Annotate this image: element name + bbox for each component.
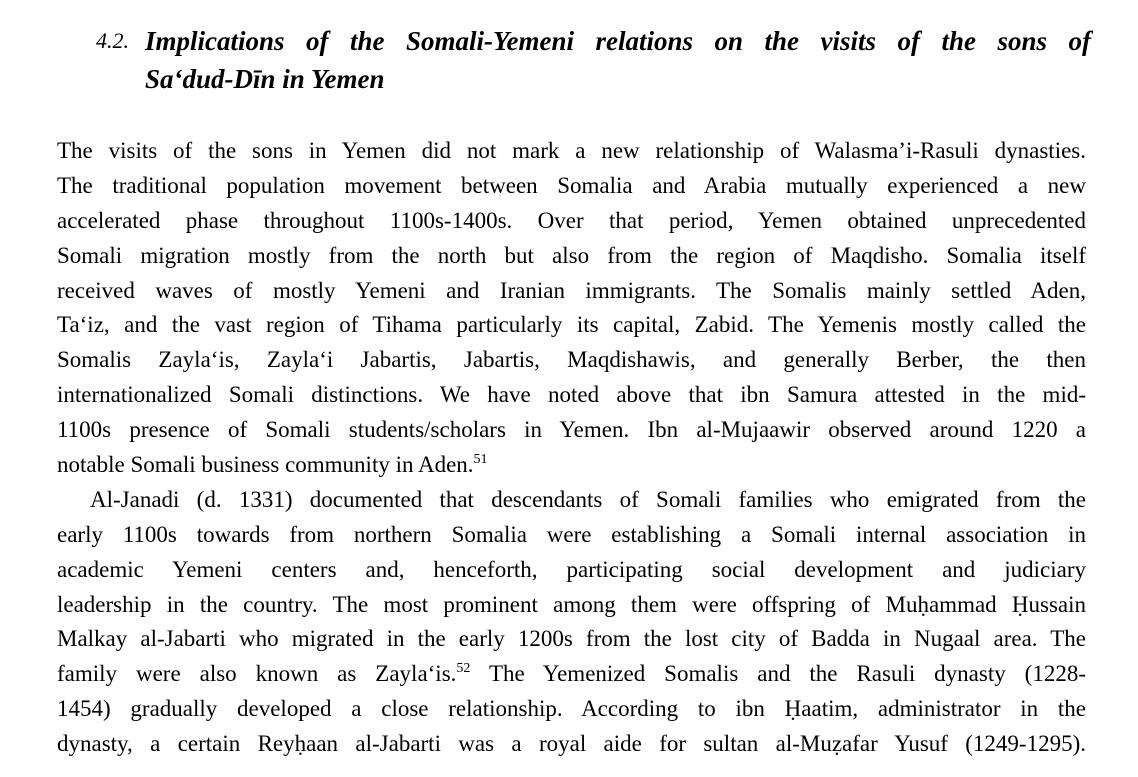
text-segment: family were also known as Zayla‘is. (57, 661, 457, 687)
text-line: Al-Janadi (d. 1331) documented that descendants of Somali families who emigrated from the (90, 486, 1086, 512)
text-line: accelerated phase throughout 1100s-1400s. Over that period, Yemen obtained unprecedented (57, 207, 1086, 233)
text-line: 1100s presence of Somali students/scholars in Yemen. Ibn al-Mujaawir observed around 1220 a (57, 417, 1086, 443)
section-title (145, 22, 1091, 98)
text-line: academic Yemeni centers and, henceforth, participating social development and judiciary (57, 556, 1086, 582)
section-title-line: Sa‘dud-Dīn in Yemen (145, 64, 385, 94)
text-segment: The Yemenized Somalis and the Rasuli dynasty (1228- (470, 661, 1086, 687)
text-line: 1454) gradually developed a close relationship. According to ibn Ḥaatim, administrator in the (57, 696, 1086, 722)
text-segment: notable Somali business community in Aden. (57, 452, 474, 478)
text-line: early 1100s towards from northern Somalia were establishing a Somali internal association in (57, 521, 1086, 547)
text-line: The traditional population movement between Somalia and Arabia mutually experienced a new (57, 172, 1086, 198)
body-text (57, 134, 1086, 762)
section-title-line: Implications of the Somali-Yemeni relations on the visits of the sons of (145, 26, 1091, 56)
text-line: received waves of mostly Yemeni and Iranian immigrants. The Somalis mainly settled Aden, (57, 277, 1086, 303)
text-line: Somalis Zayla‘is, Zayla‘i Jabartis, Jabartis, Maqdishawis, and generally Berber, the then (57, 347, 1086, 373)
text-line (57, 448, 1086, 483)
text-line: Somali migration mostly from the north but also from the region of Maqdisho. Somalia itself (57, 242, 1086, 268)
section-heading (96, 22, 1096, 98)
paragraph-1 (57, 134, 1086, 483)
footnote-ref-51[interactable]: 51 (473, 452, 488, 468)
text-line: dynasty, a certain Reyḥaan al-Jabarti was a royal aide for sultan al-Muẓafar Yusuf (1249-1295). (57, 731, 1086, 757)
text-line: leadership in the country. The most prominent among them were offspring of Muḥammad Ḥussain (57, 591, 1086, 617)
text-line: internationalized Somali distinctions. We have noted above that ibn Samura attested in the mid- (57, 382, 1086, 408)
paragraph-2 (57, 483, 1086, 762)
text-line: The visits of the sons in Yemen did not mark a new relationship of Walasma’i-Rasuli dynasties. (57, 138, 1086, 163)
footnote-ref-52[interactable]: 52 (456, 661, 471, 677)
text-line (57, 657, 1086, 692)
section-number: 4.2. (96, 28, 129, 53)
text-line: Ta‘iz, and the vast region of Tihama particularly its capital, Zabid. The Yemenis mostly called the (57, 312, 1086, 338)
text-line: Malkay al-Jabarti who migrated in the early 1200s from the lost city of Badda in Nugaal area. The (57, 626, 1086, 652)
